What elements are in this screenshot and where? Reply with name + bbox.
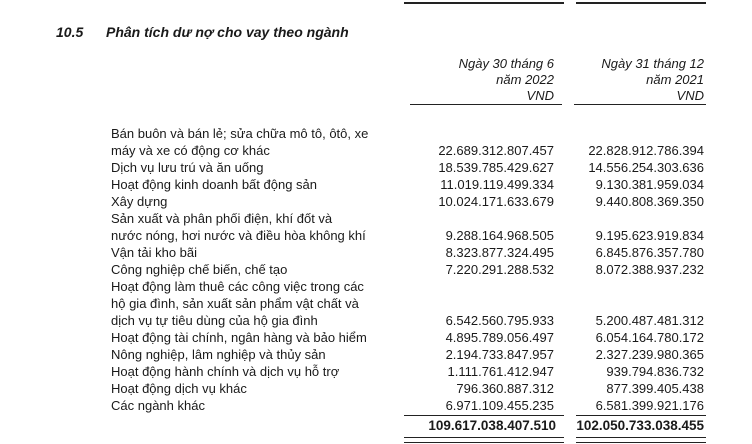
- row-label: [111, 125, 401, 159]
- row-label: [111, 397, 401, 414]
- row-label: [111, 244, 401, 261]
- row-label: [111, 363, 401, 380]
- value-2021: 939.794.836.732: [606, 364, 704, 379]
- top-rule-col2: [576, 2, 706, 4]
- row-label: [111, 380, 401, 397]
- column-header-2021: [572, 56, 704, 104]
- row-label-line: hộ gia đình, sản xuất sản phẩm vật chất và: [111, 296, 359, 311]
- value-2022: 7.220.291.288.532: [445, 262, 554, 277]
- row-label: [111, 159, 401, 176]
- value-2022: 18.539.785.429.627: [438, 160, 554, 175]
- value-2021: 2.327.239.980.365: [595, 347, 704, 362]
- column-header-unit: VND: [526, 88, 554, 103]
- row-label: [111, 261, 401, 278]
- value-2022: 6.971.109.455.235: [445, 398, 554, 413]
- value-2021: 6.581.399.921.176: [595, 398, 704, 413]
- value-2022: 6.542.560.795.933: [445, 313, 554, 328]
- value-2021: 9.440.808.369.350: [595, 194, 704, 209]
- value-2022: 2.194.733.847.957: [445, 347, 554, 362]
- row-label: [111, 329, 401, 346]
- value-2021: 22.828.912.786.394: [588, 143, 704, 158]
- column-header-2022: [410, 56, 554, 104]
- section-title: Phân tích dư nợ cho vay theo ngành: [106, 24, 349, 40]
- header-rule-col2: [574, 104, 706, 105]
- value-2021: 877.399.405.438: [606, 381, 704, 396]
- row-label-line: Nông nghiệp, lâm nghiệp và thủy sản: [111, 347, 326, 362]
- top-rule-col1: [404, 2, 564, 4]
- row-label-line: máy và xe có động cơ khác: [111, 143, 270, 158]
- row-label-line: Hoạt động hành chính và dịch vụ hỗ trợ: [111, 364, 340, 379]
- total-2021: 102.050.733.038.455: [576, 418, 704, 433]
- value-2022: 22.689.312.807.457: [438, 143, 554, 158]
- row-label: [111, 176, 401, 193]
- value-2022: 11.019.119.499.334: [440, 177, 554, 192]
- value-2022: 9.288.164.968.505: [445, 228, 554, 243]
- row-label-line: Vận tải kho bãi: [111, 245, 198, 260]
- row-label-line: Xây dựng: [111, 194, 168, 209]
- row-label-line: dịch vụ tự tiêu dùng của hộ gia đình: [111, 313, 318, 328]
- row-label-line: Dịch vụ lưu trú và ăn uống: [111, 160, 264, 175]
- value-2022: 1.111.761.412.947: [447, 364, 554, 379]
- row-label-line: Hoạt động dịch vụ khác: [111, 381, 247, 396]
- row-label: [111, 346, 401, 363]
- column-header-date: Ngày 30 tháng 6: [458, 56, 554, 71]
- row-label: [111, 193, 401, 210]
- value-2021: 6.845.876.357.780: [595, 245, 704, 260]
- value-2022: 796.360.887.312: [456, 381, 554, 396]
- row-label-line: Hoạt động kinh doanh bất động sản: [111, 177, 318, 192]
- row-label-line: Sản xuất và phân phối điện, khí đốt và: [111, 211, 333, 226]
- row-label-line: nước nóng, hơi nước và điều hòa không khí: [111, 228, 366, 243]
- value-2022: 4.895.789.056.497: [445, 330, 554, 345]
- value-2022: 8.323.877.324.495: [445, 245, 554, 260]
- value-2021: 14.556.254.303.636: [588, 160, 704, 175]
- column-header-year: năm 2022: [496, 72, 554, 87]
- value-2021: 8.072.388.937.232: [595, 262, 704, 277]
- row-label-line: Công nghiệp chế biến, chế tạo: [111, 262, 288, 277]
- row-label: [111, 278, 401, 329]
- double-rule-col2: [576, 437, 706, 443]
- value-2021: 6.054.164.780.172: [595, 330, 704, 345]
- column-header-unit: VND: [676, 88, 704, 103]
- column-header-year: năm 2021: [646, 72, 704, 87]
- value-2021: 9.130.381.959.034: [595, 177, 704, 192]
- row-label: [111, 210, 401, 244]
- header-rule-col1: [410, 104, 562, 105]
- row-label-line: Hoạt động làm thuê các công việc trong các: [111, 279, 364, 294]
- double-rule-col1: [404, 437, 564, 443]
- column-header-date: Ngày 31 tháng 12: [601, 56, 704, 71]
- sum-rule-col2: [576, 415, 706, 416]
- row-label-line: Các ngành khác: [111, 398, 205, 413]
- total-2022: 109.617.038.407.510: [428, 418, 556, 433]
- value-2021: 5.200.487.481.312: [595, 313, 704, 328]
- value-2021: 9.195.623.919.834: [595, 228, 704, 243]
- sum-rule-col1: [404, 415, 564, 416]
- row-label-line: Bán buôn và bán lẻ; sửa chữa mô tô, ôtô, xe: [111, 126, 369, 141]
- section-number: 10.5: [56, 24, 84, 40]
- value-2022: 10.024.171.633.679: [438, 194, 554, 209]
- row-label-line: Hoạt động tài chính, ngân hàng và bảo hiểm: [111, 330, 367, 345]
